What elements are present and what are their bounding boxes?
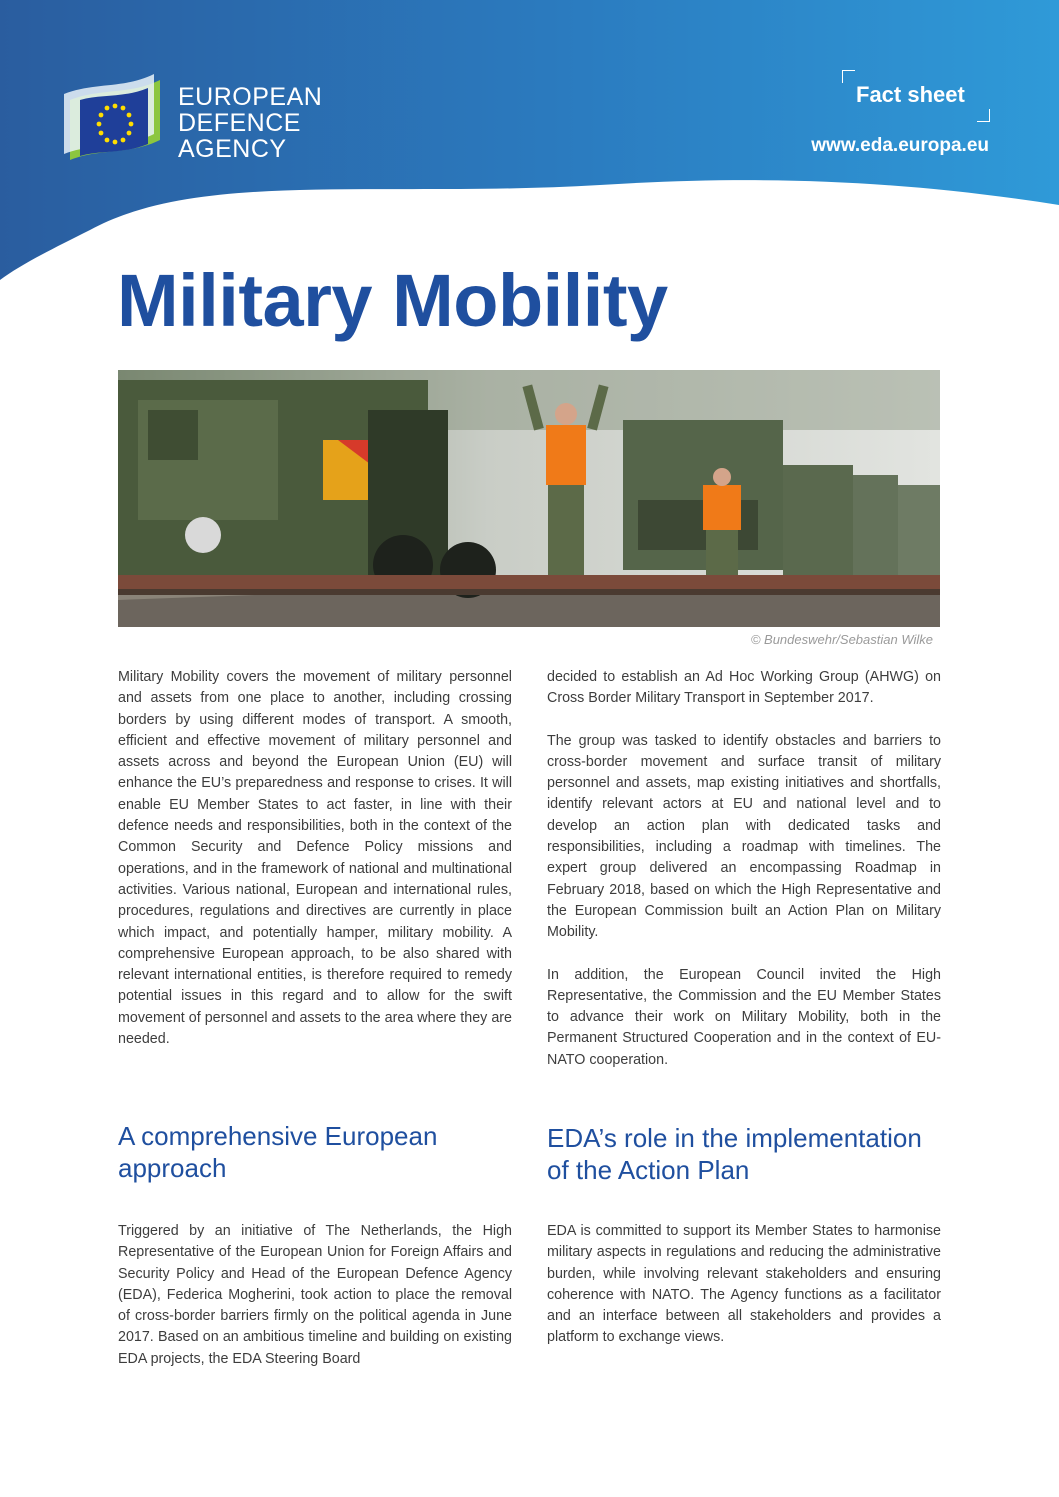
intro-left-column — [118, 667, 512, 1050]
intro-right-paragraph-3: In addition, the European Council invited the High Representative, the Commission and the EU Member States to advance their work on Military Mobility, both in the Permanent Structured Cooperation and in the context of EU-NATO cooperation. — [547, 966, 941, 1068]
section-heading-eda-role: EDA’s role in the implementation of the Action Plan — [547, 1123, 922, 1185]
section-heading-european-approach: A comprehensive European approach — [118, 1121, 438, 1183]
photo-illustration — [118, 370, 940, 627]
eu-flag-icon — [60, 70, 170, 180]
military-train-photo — [118, 370, 940, 627]
eda-logo — [60, 70, 170, 180]
section2-body — [547, 1221, 941, 1349]
photo-credit: © Bundeswehr/Sebastian Wilke — [750, 632, 933, 647]
page-header — [0, 0, 1059, 300]
fact-sheet-label-box — [842, 70, 990, 122]
intro-right-column — [547, 667, 941, 1071]
section1-body — [118, 1221, 512, 1370]
intro-right-paragraph-2: The group was tasked to identify obstacles and barriers to cross-border movement and surface transit of military personnel and assets, map existing initiatives and shortfalls, identify relevant actors at EU and national level and to develop an action plan with dedicated tasks and responsibilities, including a roadmap with timelines. The expert group delivered an encompassing Roadmap in February 2018, based on which the High Representative and the European Commission built an Action Plan on Military Mobility. — [547, 732, 941, 941]
doc-type-label: Fact sheet — [856, 82, 965, 107]
section1-paragraph: Triggered by an initiative of The Netherlands, the High Representative of the European Union for Foreign Affairs and Security Policy and Head of the European Defence Agency (EDA), Federica Mogherini, took action to place the removal of cross-border barriers firmly on the political agenda in June 2017. Based on an ambitious timeline and building on existing EDA projects, the EDA Steering Board — [118, 1223, 512, 1367]
section2-paragraph: EDA is committed to support its Member States to harmonise military aspects in regulations and reducing the administrative burden, while involving relevant stakeholders and ensuring coherence with NATO. The Agency functions as a facilitator and an interface between all stakeholders and provides a platform to exchange views. — [547, 1223, 941, 1346]
intro-paragraph: Military Mobility covers the movement of military personnel and assets from one place to another, including crossing borders by using different modes of transport. A smooth, efficient and effective movement of military personnel and assets across and beyond the European Union (EU) will enhance the EU’s preparedness and response to crises. It will enable EU Member States to act faster, in line with their defence needs and responsibilities, both in the context of the Common Security and Defence Policy missions and operations, and in the framework of national and multinational activities. Various national, European and international rules, procedures, regulations and directives are currently in place which impact, and potentially hamper, military mobility. A comprehensive European approach, to be also shared with relevant international entities, is therefore required to remedy potential issues in this regard and to allow for the swift movement of personnel and assets to the area where they are needed. — [118, 669, 512, 1048]
intro-right-paragraph-1: decided to establish an Ad Hoc Working Group (AHWG) on Cross Border Military Transport in September 2017. — [547, 669, 941, 707]
website-link[interactable]: www.eda.europa.eu — [811, 135, 989, 156]
page-title: Military Mobility — [117, 259, 668, 342]
agency-name: EUROPEAN DEFENCE AGENCY — [178, 83, 323, 163]
